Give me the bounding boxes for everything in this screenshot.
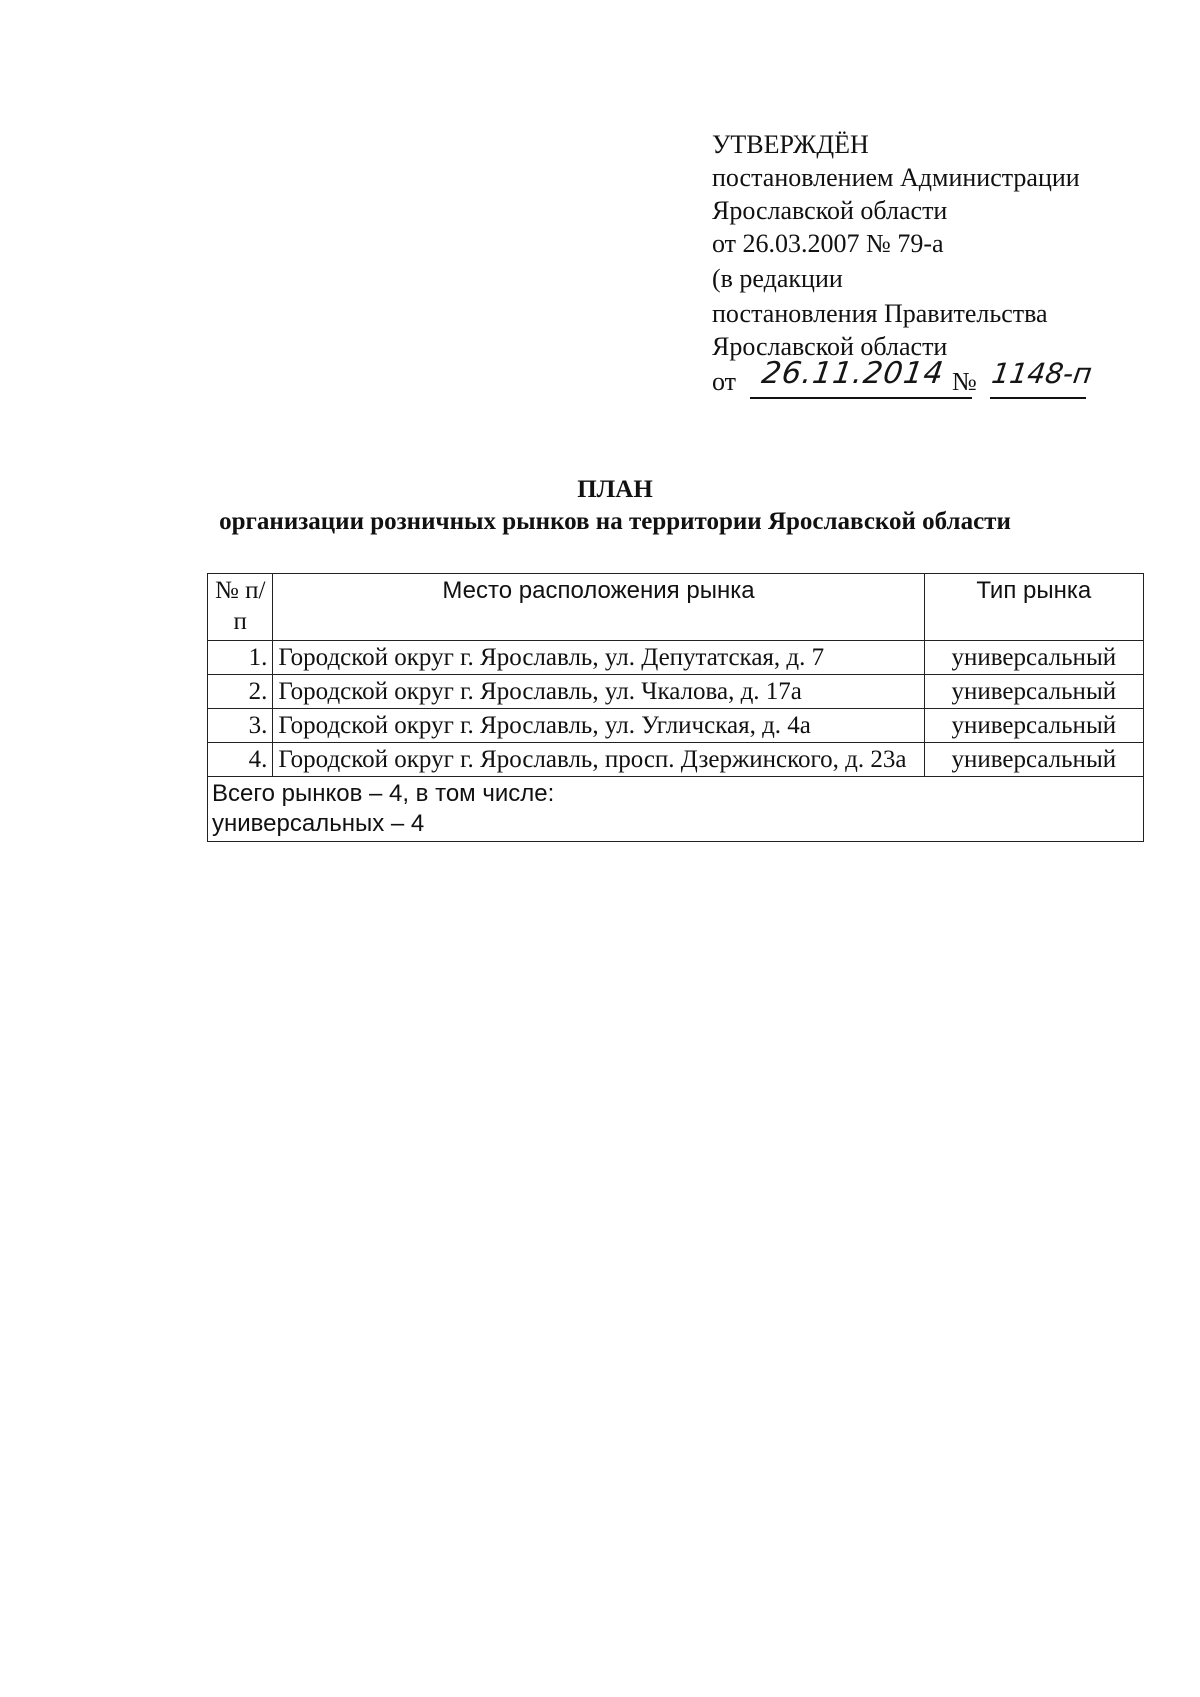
table-header-row — [208, 574, 1144, 641]
approval-line-6: Ярославской области — [712, 332, 948, 361]
table-total-row — [208, 777, 1144, 842]
table-row — [208, 743, 1144, 777]
approval-date-number-line — [712, 356, 1152, 399]
row-number: 4. — [208, 743, 273, 777]
approval-line-4: (в редакции — [712, 264, 843, 293]
handwritten-number-field — [989, 357, 1094, 399]
approval-line-2: Ярославской области — [712, 196, 948, 225]
handwritten-date-field — [750, 356, 972, 399]
document-subtitle: организации розничных рынков на территории Ярославской области — [219, 508, 1011, 535]
row-number: 2. — [208, 675, 273, 709]
table-row — [208, 709, 1144, 743]
table-row — [208, 641, 1144, 675]
table-row — [208, 675, 1144, 709]
document-title: ПЛАН — [577, 476, 653, 503]
total-cell — [208, 777, 1144, 842]
row-location: Городской округ г. Ярославль, ул. Угличская, д. 4а — [273, 709, 924, 743]
row-number: 3. — [208, 709, 273, 743]
header-location: Место расположения рынка — [273, 574, 924, 641]
approval-line-3: от 26.03.2007 № 79-а — [712, 229, 944, 258]
row-type: универсальный — [924, 675, 1143, 709]
row-type: универсальный — [924, 743, 1143, 777]
total-line-2: универсальных – 4 — [212, 810, 425, 837]
handwritten-date: 26.11.2014 — [759, 356, 947, 391]
header-number: № п/п — [208, 574, 273, 641]
row-location: Городской округ г. Ярославль, ул. Депутатская, д. 7 — [273, 641, 924, 675]
row-type: универсальный — [924, 709, 1143, 743]
approval-line-1: постановлением Администрации — [712, 163, 1080, 192]
approval-line-5: постановления Правительства — [712, 299, 1048, 328]
approval-stamp-block — [712, 128, 1152, 399]
row-location: Городской округ г. Ярославль, ул. Чкалова, д. 17а — [273, 675, 924, 709]
number-label: № — [952, 367, 977, 396]
approval-heading: УТВЕРЖДЁН — [712, 130, 869, 159]
handwritten-number: 1148-п — [989, 357, 1094, 390]
row-number: 1. — [208, 641, 273, 675]
header-type: Тип рынка — [924, 574, 1143, 641]
total-line-1: Всего рынков – 4, в том числе: — [212, 780, 555, 807]
markets-table — [207, 573, 1144, 842]
row-type: универсальный — [924, 641, 1143, 675]
date-prefix: от — [712, 367, 737, 396]
row-location: Городской округ г. Ярославль, просп. Дзержинского, д. 23а — [273, 743, 924, 777]
